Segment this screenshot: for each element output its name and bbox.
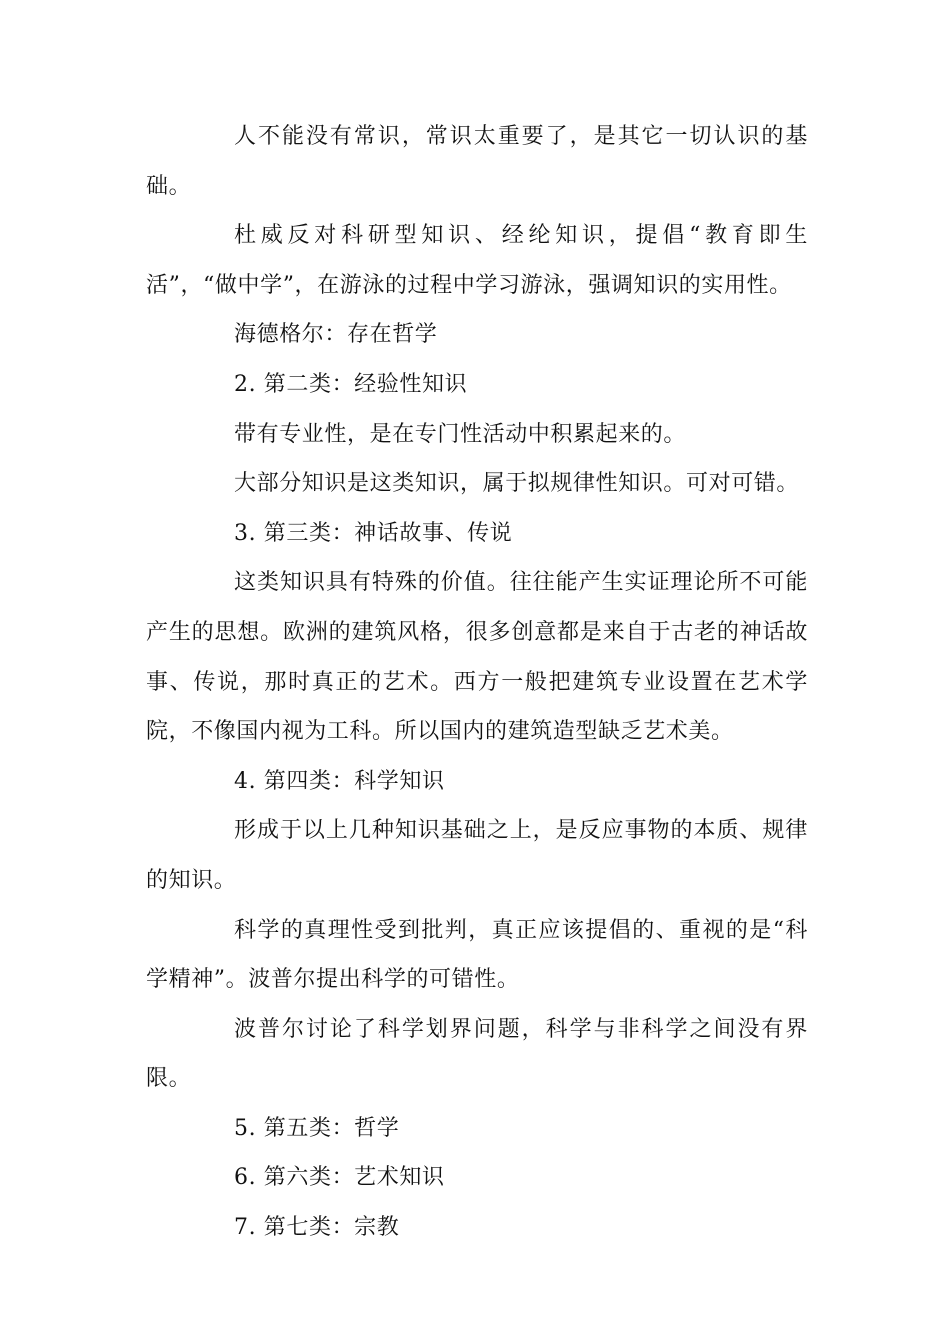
document-body xyxy=(146,112,808,1253)
paragraph-dewey: 杜威反对科研型知识、经纶知识，提倡“教育即生活”，“做中学”，在游泳的过程中学习游泳，强调知识的实用性。 xyxy=(146,223,808,298)
paragraph-quasi-law: 大部分知识是这类知识，属于拟规律性知识。可对可错。 xyxy=(234,471,800,497)
paragraph-heidegger: 海德格尔：存在哲学 xyxy=(234,322,438,348)
paragraph-demarcation: 波普尔讨论了科学划界问题，科学与非科学之间没有界限。 xyxy=(146,1016,808,1092)
heading-category-3: 3. 第三类：神话故事、传说 xyxy=(234,520,513,546)
paragraph-myth-value: 这类知识具有特殊的价值。往往能产生实证理论所不可能产生的思想。欧洲的建筑风格，很多创意都是来自于古老的神话故事、传说，那时真正的艺术。西方一般把建筑专业设置在艺术学院，不像国内视为工科。所以国内的建筑造型缺乏艺术美。 xyxy=(146,570,808,745)
heading-category-6: 6. 第六类：艺术知识 xyxy=(234,1165,445,1191)
heading-category-4: 4. 第四类：科学知识 xyxy=(234,768,445,794)
paragraph-science-spirit: 科学的真理性受到批判，真正应该提倡的、重视的是“科学精神”。波普尔提出科学的可错性。 xyxy=(146,917,808,993)
heading-category-5: 5. 第五类：哲学 xyxy=(234,1115,400,1141)
heading-category-2: 2. 第二类：经验性知识 xyxy=(234,371,468,397)
paragraph-professional: 带有专业性，是在专门性活动中积累起来的。 xyxy=(234,421,687,447)
heading-category-7: 7. 第七类：宗教 xyxy=(234,1215,400,1241)
paragraph-common-sense: 人不能没有常识，常识太重要了，是其它一切认识的基础。 xyxy=(146,124,808,199)
paragraph-science-basis: 形成于以上几种知识基础之上，是反应事物的本质、规律的知识。 xyxy=(146,818,808,893)
